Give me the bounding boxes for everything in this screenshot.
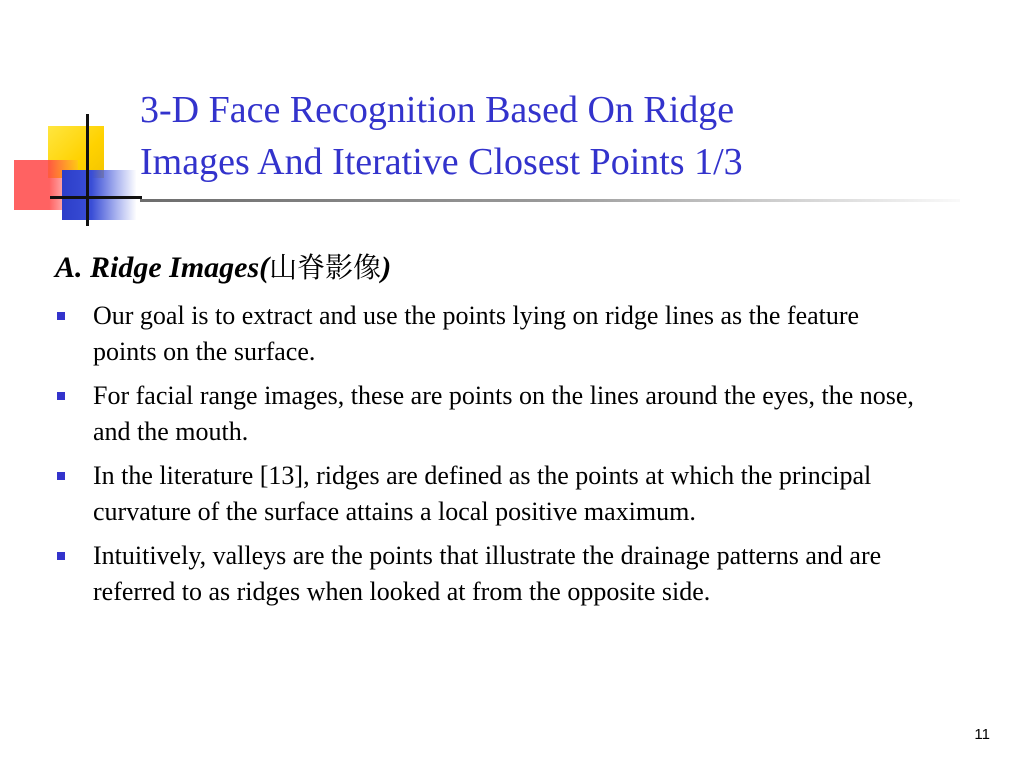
section-heading [55, 246, 391, 286]
section-heading-close: ) [381, 251, 392, 284]
slide-title-line-2: Images And Iterative Closest Points 1/3 [140, 141, 743, 183]
square-bullet-icon [57, 312, 65, 320]
logo-blue-square [62, 170, 136, 220]
bullet-text: Intuitively, valleys are the points that illustrate the drainage patterns and are referred to as ridges when looked at from the opposite side. [93, 541, 882, 606]
page-number: 11 [974, 726, 990, 743]
bullet-text: For facial range images, these are points on the lines around the eyes, the nose, and the mouth. [93, 381, 914, 446]
square-bullet-icon [57, 552, 65, 560]
slide-title [140, 84, 960, 188]
logo-vertical-line [86, 114, 89, 226]
slide-title-line-1: 3-D Face Recognition Based On Ridge [140, 89, 735, 131]
title-divider [140, 199, 960, 202]
square-bullet-icon [57, 472, 65, 480]
bullet-item [57, 538, 927, 610]
bullet-item [57, 458, 927, 530]
bullet-text: In the literature [13], ridges are defined as the points at which the principal curvature of the surface attains a local positive maximum. [93, 461, 872, 526]
bullet-item [57, 378, 927, 450]
slide-template-logo [0, 100, 140, 230]
section-heading-cjk: 山脊影像 [269, 251, 382, 284]
logo-horizontal-line [50, 196, 142, 199]
bullet-item [57, 298, 927, 370]
square-bullet-icon [57, 392, 65, 400]
bullet-list [57, 298, 927, 618]
bullet-text: Our goal is to extract and use the points lying on ridge lines as the feature points on the surface. [93, 301, 860, 366]
section-heading-text: A. Ridge Images( [55, 251, 270, 284]
